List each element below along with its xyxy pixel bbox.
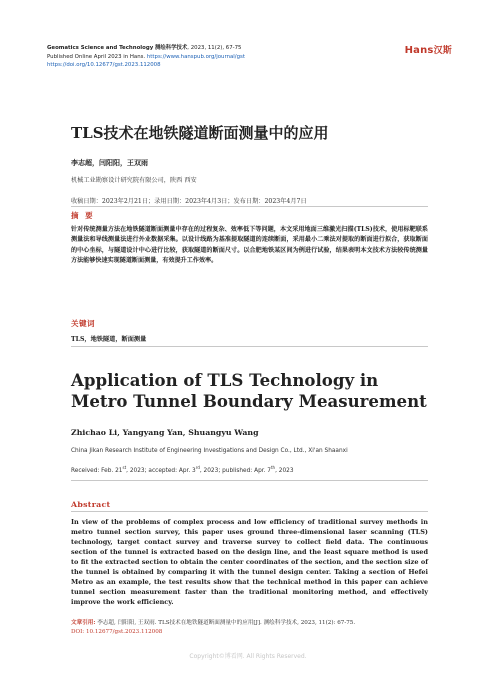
divider bbox=[71, 346, 428, 347]
abstract-heading-chinese: 摘 要 bbox=[71, 211, 95, 220]
received-date: Received: Feb. 21 bbox=[71, 467, 123, 474]
journal-name-en: Geomatics Science and Technology bbox=[47, 45, 154, 51]
published-year: , 2023 bbox=[275, 467, 294, 474]
doi-link[interactable]: https://doi.org/10.12677/gst.2023.112008 bbox=[47, 62, 161, 69]
dates-chinese: 收稿日期：2023年2月21日；录用日期：2023年4月3日；发布日期：2023年4月7日 bbox=[71, 198, 307, 205]
received-suffix: st bbox=[122, 465, 127, 470]
logo-text-en: Hans bbox=[404, 45, 434, 56]
journal-issue: , 2023, 11(2), 67-75 bbox=[187, 45, 242, 51]
journal-link[interactable]: https://www.hanspub.org/journal/gst bbox=[146, 53, 245, 60]
authors-english: Zhichao Li, Yangyang Yan, Shuangyu Wang bbox=[71, 428, 259, 437]
citation-label: 文章引用: bbox=[71, 620, 96, 626]
accepted-date: , 2023; accepted: Apr. 3 bbox=[126, 467, 196, 474]
citation bbox=[71, 619, 441, 636]
dates-english bbox=[71, 465, 294, 474]
published-date: , 2023; published: Apr. 7 bbox=[199, 467, 271, 474]
citation-text: 李志超, 闫阳阳, 王双雨. TLS技术在地铁隧道断面测量中的应用[J]. 测绘科学技术, 2023, 11(2): 67-75. bbox=[95, 620, 356, 626]
divider bbox=[71, 206, 428, 207]
abstract-english: In view of the problems of complex process and low efficiency of traditional survey methods in metro tunnel section survey, this paper uses ground three-dimensional laser scanning (TLS) technology, target contact survey and traverse survey to collect field data. The continuous section of the tunnel is extracted based on the design line, and the least square method is used to fit the extracted section to obtain the center coordinates of the section, and the section size of the tunnel is obtained by comparing it with the tunnel design center. Taking a section of Hefei Metro as an example, the test results show that the technical method in this paper can achieve tunnel section measurement faster than the traditional monitoring method, and effectively improve the work efficiency. bbox=[71, 518, 428, 606]
journal-header bbox=[47, 44, 447, 70]
title-english: Application of TLS Technology in Metro Tunnel Boundary Measurement bbox=[71, 370, 427, 411]
logo-text-cn: 汉斯 bbox=[433, 46, 452, 56]
affiliation-chinese: 机械工业勘察设计研究院有限公司，陕西 西安 bbox=[71, 177, 197, 184]
authors-chinese: 李志超，闫阳阳，王双雨 bbox=[71, 158, 148, 167]
published-suffix: th bbox=[270, 465, 276, 470]
affiliation-english: China Jikan Research Institute of Engineering Investigations and Design Co., Ltd., Xi'an Shaanxi bbox=[71, 448, 348, 454]
journal-name-cn: 测绘科学技术 bbox=[154, 45, 188, 51]
copyright-watermark: Copyright©博看网. All Rights Reserved. bbox=[189, 653, 307, 660]
divider bbox=[71, 511, 428, 512]
divider bbox=[71, 480, 428, 481]
publisher-logo bbox=[405, 43, 452, 56]
abstract-chinese: 针对传统测量方法在地铁隧道断面测量中存在的过程复杂、效率低下等问题，本文采用地面三维激光扫描(TLS)技术，使用标靶联系测量法和导线测量法进行外业数据采集。以设计线路为基准提取隧道的连续断面，采用最小二乘法对提取的断面进行拟合，获取断面的中心坐标，与隧道设计中心进行比较，获取隧道的断面尺寸。以合肥地铁某区间为例进行试验，结果表明本文技术方法较传统测量方法能够快速实现隧道断面测量，有效提升工作效率。 bbox=[71, 226, 428, 264]
accepted-suffix: rd bbox=[195, 465, 200, 470]
citation-doi[interactable]: DOI: 10.12677/gst.2023.112008 bbox=[71, 628, 163, 635]
published-online: Published Online April 2023 in Hans. bbox=[47, 53, 146, 60]
title-chinese: TLS技术在地铁隧道断面测量中的应用 bbox=[71, 124, 329, 142]
keywords-heading-chinese: 关键词 bbox=[71, 319, 95, 328]
abstract-heading-english: Abstract bbox=[71, 500, 111, 509]
keywords-chinese: TLS，地铁隧道，断面测量 bbox=[71, 336, 147, 343]
